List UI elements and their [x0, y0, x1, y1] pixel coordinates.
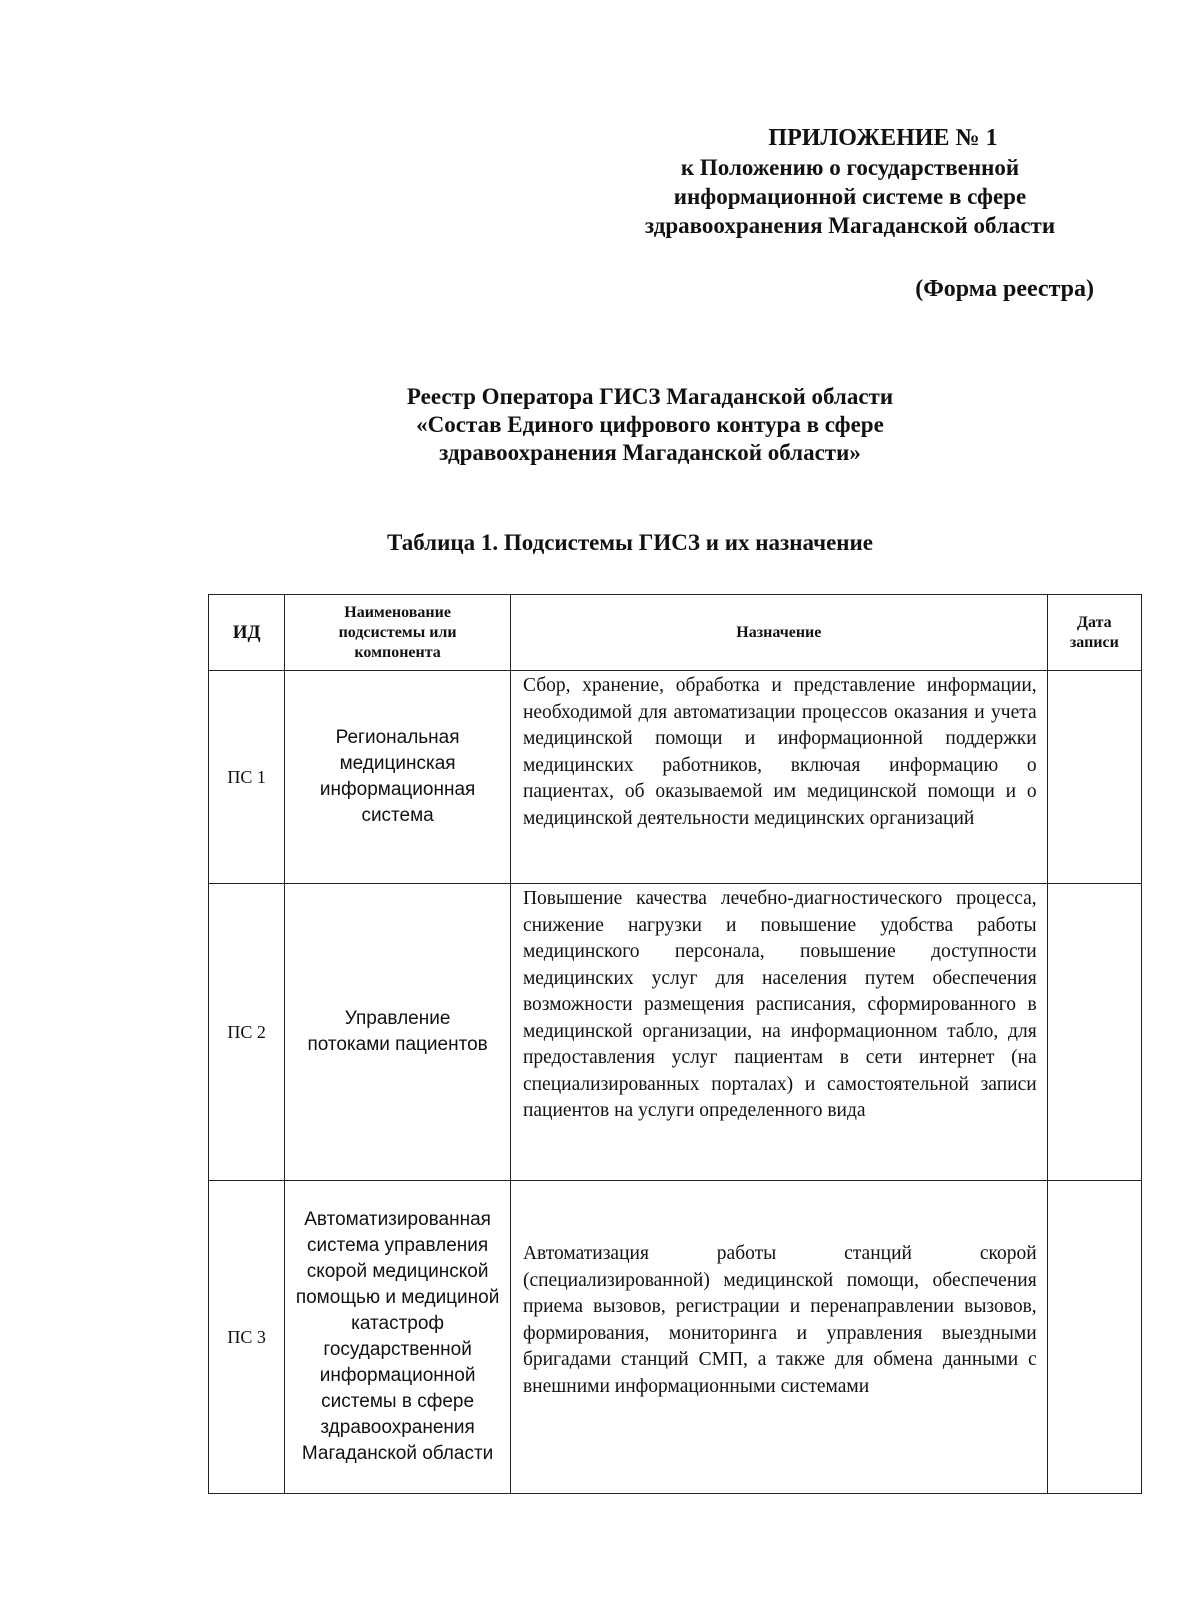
row-id: ПС 1: [209, 671, 285, 884]
header-id: ИД: [209, 595, 285, 671]
row-purpose: Автоматизация работы станций скорой (специализированной) медицинской помощи, обеспечения приема вызовов, регистрации и перенаправлении вызовов, формирования, мониторинга и управления выездными бригадами станций СМП, а также для обмена данными с внешними информационными системами: [510, 1181, 1047, 1494]
table-row: [209, 671, 1142, 884]
row-purpose: Сбор, хранение, обработка и представление информации, необходимой для автоматизации процессов оказания и учета медицинской помощи и информационной поддержки медицинских работников, включая информацию о пациентах, об оказываемой им медицинской помощи и о медицинской деятельности медицинских организаций: [510, 671, 1047, 884]
row-name: Региональная медицинская информационная система: [285, 671, 511, 884]
appendix-line: здравоохранения Магаданской области: [644, 213, 1056, 238]
registry-title-line: здравоохранения Магаданской области»: [439, 440, 861, 465]
row-id: ПС 3: [209, 1181, 285, 1494]
registry-title-line: «Состав Единого цифрового контура в сфере: [416, 412, 884, 437]
form-note: (Форма реестра): [915, 276, 1094, 302]
row-id: ПС 2: [209, 884, 285, 1181]
appendix-header: [590, 124, 1110, 240]
table-header-row: [209, 595, 1142, 671]
header-date: Дата записи: [1047, 595, 1141, 671]
row-purpose: Повышение качества лечебно-диагностического процесса, снижение нагрузки и повышение удобства работы медицинского персонала, повышение доступности медицинских услуг для населения путем обеспечения возможности размещения расписания, сформированного в медицинской организации, на информационном табло, для предоставления услуг пациентам в сети интернет (на специализированных порталах) и самостоятельной записи пациентов на услуги определенного вида: [510, 884, 1047, 1181]
row-name: Управление потоками пациентов: [285, 884, 511, 1181]
header-name: Наименование подсистемы или компонента: [285, 595, 511, 671]
registry-title-line: Реестр Оператора ГИСЗ Магаданской области: [406, 384, 894, 409]
table-row: [209, 884, 1142, 1181]
appendix-title: ПРИЛОЖЕНИЕ № 1: [768, 125, 998, 151]
subsystems-table: [208, 594, 1142, 1494]
table-caption: Таблица 1. Подсистемы ГИСЗ и их назначение: [386, 530, 873, 555]
appendix-line: к Положению о государственной: [680, 155, 1020, 180]
row-date: [1047, 1181, 1141, 1494]
row-date: [1047, 884, 1141, 1181]
registry-title: [330, 383, 970, 467]
row-date: [1047, 671, 1141, 884]
row-name: Автоматизированная система управления скорой медицинской помощью и медициной катастроф государственной информационной системы в сфере здравоохранения Магаданской области: [285, 1181, 511, 1494]
appendix-line: информационной системе в сфере: [673, 184, 1027, 209]
header-purpose: Назначение: [510, 595, 1047, 671]
table-row: [209, 1181, 1142, 1494]
